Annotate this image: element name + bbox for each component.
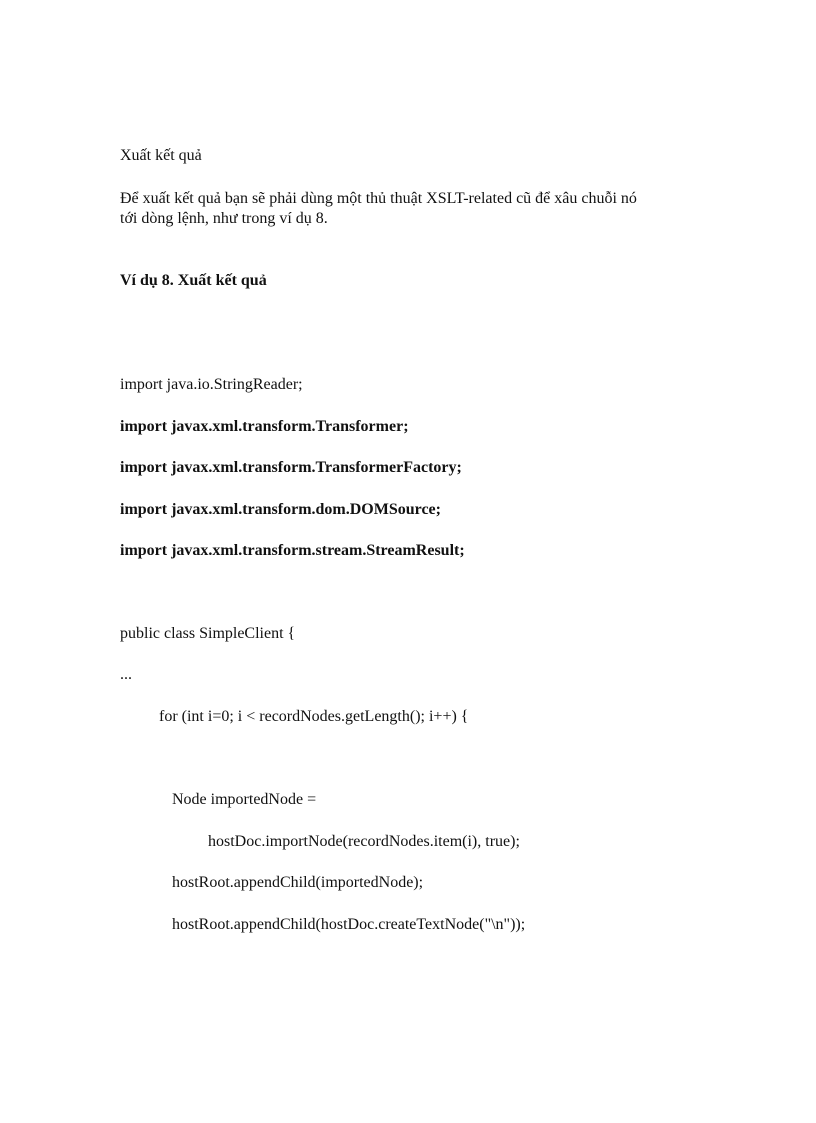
intro-paragraph-line-2: tới dòng lệnh, như trong ví dụ 8. [120,210,328,227]
code-append-imported-node: hostRoot.appendChild(importedNode); [172,874,424,891]
code-import-transformerfactory: import javax.xml.transform.TransformerFactory; [120,459,462,476]
code-class-declaration: public class SimpleClient { [120,625,296,642]
code-for-loop: for (int i=0; i < recordNodes.getLength(); i++) { [159,708,469,725]
intro-paragraph-line-1: Để xuất kết quả bạn sẽ phải dùng một thủ thuật XSLT-related cũ để xâu chuỗi nó [120,190,637,207]
code-node-declaration: Node importedNode = [172,791,317,808]
code-import-node-call: hostDoc.importNode(recordNodes.item(i), true); [208,833,520,850]
code-import-streamresult: import javax.xml.transform.stream.StreamResult; [120,542,465,559]
example-heading: Ví dụ 8. Xuất kết quả [120,272,267,289]
code-append-text-node: hostRoot.appendChild(hostDoc.createTextNode("\n")); [172,916,526,933]
code-import-domsource: import javax.xml.transform.dom.DOMSource; [120,501,441,518]
code-import-stringreader: import java.io.StringReader; [120,376,303,393]
section-title: Xuất kết quả [120,147,202,164]
code-import-transformer: import javax.xml.transform.Transformer; [120,418,409,435]
code-ellipsis: ... [120,666,132,683]
